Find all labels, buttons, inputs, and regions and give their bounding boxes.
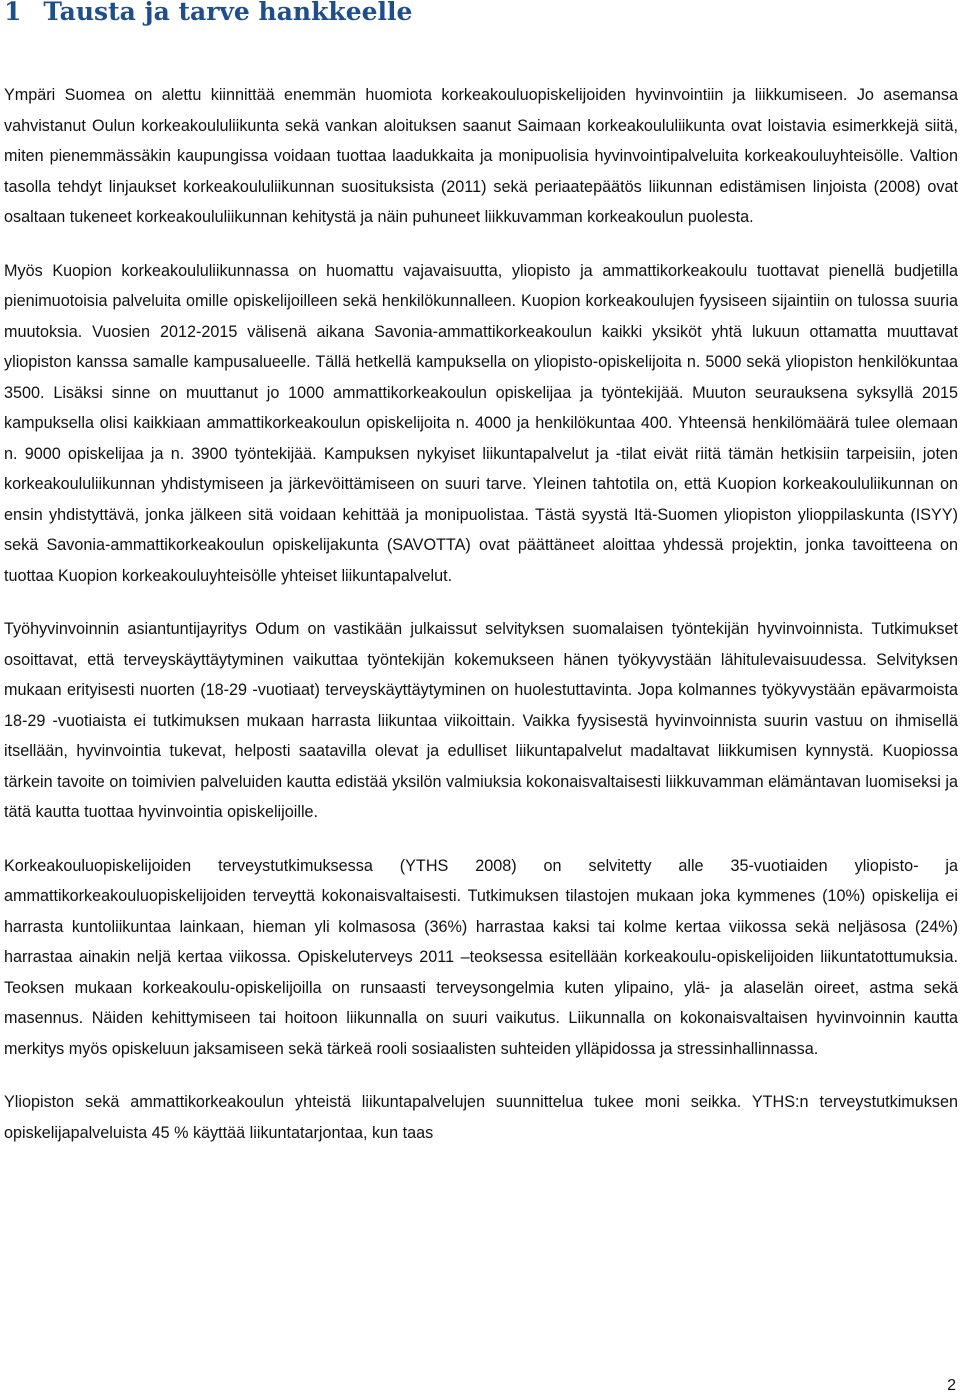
paragraph: Ympäri Suomea on alettu kiinnittää enemmän huomiota korkeakouluopiskelijoiden hyvinvointiin ja liikkumiseen. Jo asemansa vahvistanut Oulun korkeakoululiikunta sekä vankan aloituksen saanut Saimaan korkeakoululiikunta ovat loistavia esimerkkejä siitä, miten pienemmässäkin kaupungissa voidaan tuottaa laadukkaita ja monipuolisia hyvinvointipalveluita korkeakouluyhteisölle. Valtion tasolla tehdyt linjaukset korkeakoululiikunnan suosituksista (2011) sekä periaatepäätös liikunnan edistämisen linjoista (2008) ovat osaltaan tukeneet korkeakoululiikunnan kehitystä ja näin puhuneet liikkuvamman korkeakoulun puolesta. <box>4 86 958 226</box>
body-text <box>4 80 958 1171</box>
page-number: 2 <box>947 1377 956 1394</box>
paragraph: Myös Kuopion korkeakoululiikunnassa on huomattu vajavaisuutta, yliopisto ja ammattikorkeakoulu tuottavat pienellä budjetilla pienimuotoisia palveluita omille opiskelijoilleen sekä henkilökunnalleen. Kuopion korkeakoulujen fyysiseen sijaintiin on tulossa suuria muutoksia. Vuosien 2012-2015 välisenä aikana Savonia-ammattikorkeakoulun kaikki yksiköt yhtä lukuun ottamatta muuttavat yliopiston kanssa samalle kampusalueelle. Tällä hetkellä kampuksella on yliopisto-opiskelijoita n. 5000 sekä yliopiston henkilökuntaa 3500. Lisäksi sinne on muuttanut jo 1000 ammattikorkeakoulun opiskelijaa ja työntekijää. Muuton seurauksena syksyllä 2015 kampuksella olisi kaikkiaan ammattikorkeakoulun opiskelijoita n. 4000 ja henkilökuntaa 400. Yhteensä henkilömäärä tulee olemaan n. 9000 opiskelijaa ja n. 3900 työntekijää. Kampuksen nykyiset liikuntapalvelut ja -tilat eivät riitä tämän hetkisiin tarpeisiin, joten korkeakoululiikunnan yhdistymiseen ja järkevöittämiseen on suuri tarve. Yleinen tahtotila on, että Kuopion korkeakoululiikunnan on ensin yhdistyttävä, jonka jälkeen sitä voidaan kehittää ja monipuolistaa. Tästä syystä Itä-Suomen yliopiston ylioppilaskunta (ISYY) sekä Savonia-ammattikorkeakoulun opiskelijakunta (SAVOTTA) ovat päättäneet aloittaa yhdessä projektin, jonka tavoitteena on tuottaa Kuopion korkeakouluyhteisölle yhteiset liikuntapalvelut. <box>4 261 958 585</box>
paragraph: Korkeakouluopiskelijoiden terveystutkimuksessa (YTHS 2008) on selvitetty alle 35-vuotiaiden yliopisto- ja ammattikorkeakouluopiskelijoiden terveyttä kokonaisvaltaisesti. Tutkimuksen tilastojen mukaan joka kymmenes (10%) opiskelija ei harrasta kuntoliikuntaa lainkaan, hieman yli kolmasosa (36%) harrastaa kaksi tai kolme kertaa viikossa sekä neljäsosa (24%) harrastaa ainakin neljä kertaa viikossa. Opiskeluterveys 2011 –teoksessa esitellään korkeakoulu-opiskelijoiden liikuntatottumuksia. Teoksen mukaan korkeakoulu-opiskelijoilla on runsaasti terveysongelmia kuten ylipaino, ylä- ja alaselän oireet, astma sekä masennus. Näiden kehittymiseen tai hoitoon liikunnalla on suuri vaikutus. Liikunnalla on kokonaisvaltaisen hyvinvoinnin kautta merkitys myös opiskeluun jaksamiseen sekä tärkeä rooli sosiaalisten suhteiden ylläpidossa ja stressinhallinnassa. <box>4 856 958 1058</box>
section-heading <box>4 0 958 39</box>
paragraph: Työhyvinvoinnin asiantuntijayritys Odum on vastikään julkaissut selvityksen suomalaisen työntekijän hyvinvoinnista. Tutkimukset osoittavat, että terveyskäyttäytyminen vaikuttaa työntekijän kokemukseen hänen työkyvystään lähitulevaisuudessa. Selvityksen mukaan erityisesti nuorten (18-29 -vuotiaat) terveyskäyttäytyminen on huolestuttavinta. Jopa kolmannes työkyvystään epävarmoista 18-29 -vuotiaista ei tutkimuksen mukaan harrasta liikuntaa viikoittain. Vaikka fyysisestä hyvinvoinnista suurin vastuu on ihmisellä itsellään, hyvinvointia tukevat, helposti saatavilla olevat ja edulliset liikuntapalvelut madaltavat liikkumisen kynnystä. Kuopiossa tärkein tavoite on toimivien palveluiden kautta edistää yksilön valmiuksia kokonaisvaltaisesti liikkuvamman elämäntavan luomiseksi ja tätä kautta tuottaa hyvinvointia opiskelijoille. <box>4 620 958 821</box>
section-number: 1 <box>4 0 22 26</box>
section-title: Tausta ja tarve hankkeelle <box>43 0 413 26</box>
paragraph: Yliopiston sekä ammattikorkeakoulun yhteistä liikuntapalvelujen suunnittelua tukee moni seikka. YTHS:n terveystutkimuksen opiskelijapalveluista 45 % käyttää liikuntatarjontaa, kun taas <box>4 1093 958 1142</box>
